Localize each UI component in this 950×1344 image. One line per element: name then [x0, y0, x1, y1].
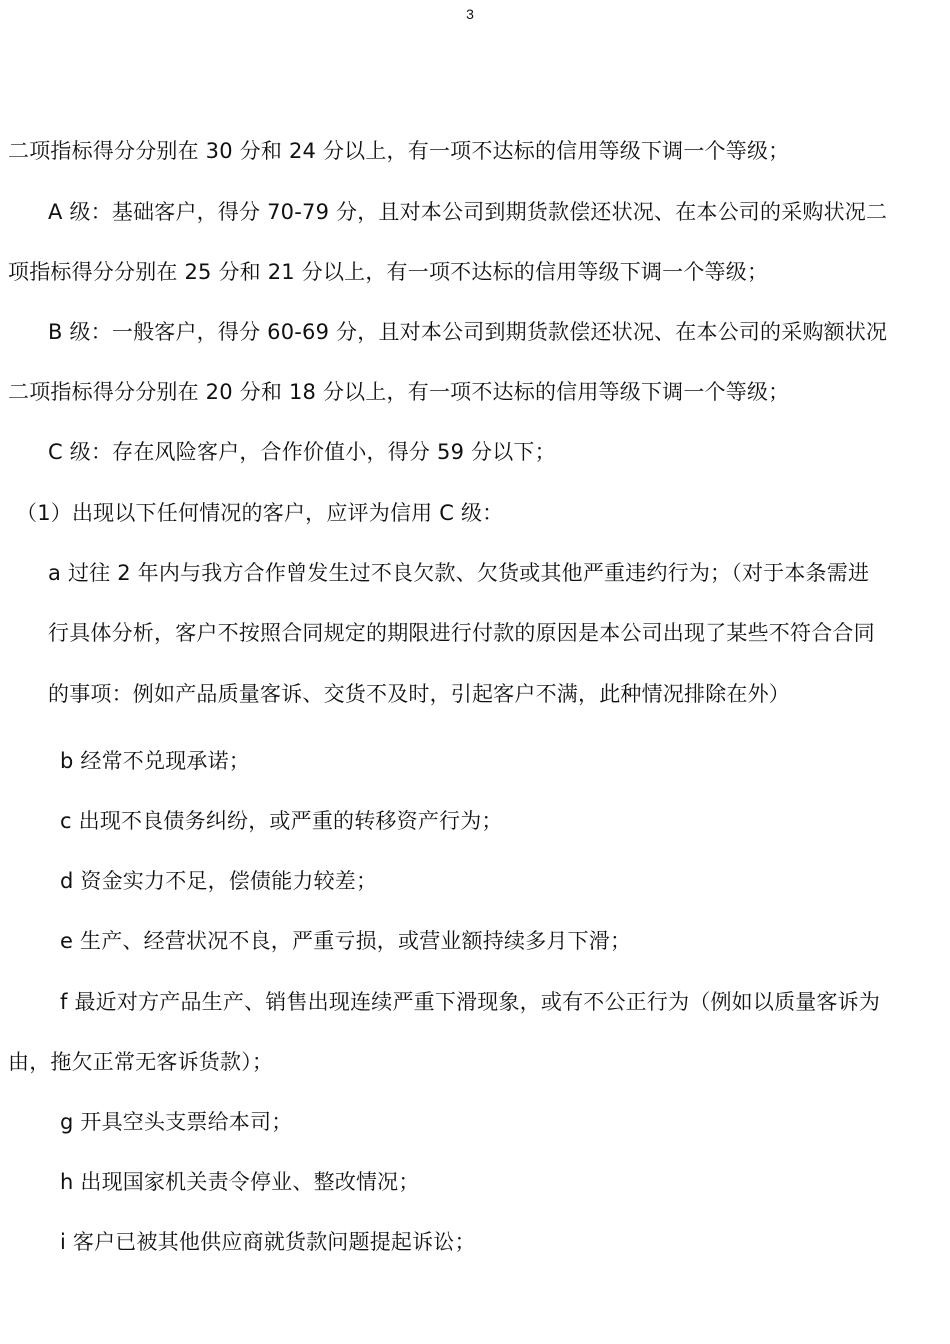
- text-line: 项指标得分分别在 25 分和 21 分以上，有一项不达标的信用等级下调一个等级；: [8, 260, 769, 284]
- text-line: B 级：一般客户，得分 60-69 分，且对本公司到期货款偿还状况、在本公司的采购额状况: [48, 320, 888, 344]
- text-line: g 开具空头支票给本司；: [60, 1110, 293, 1134]
- text-line: 由，拖欠正常无客诉货款）；: [8, 1050, 274, 1074]
- text-line: f 最近对方产品生产、销售出现连续严重下滑现象，或有不公正行为（例如以质量客诉为: [60, 990, 881, 1014]
- text-line: c 出现不良债务纠纷，或严重的转移资产行为；: [60, 809, 503, 833]
- page-number: 3: [466, 6, 474, 22]
- text-line: b 经常不兑现承诺；: [60, 749, 251, 773]
- text-line: 的事项：例如产品质量客诉、交货不及时，引起客户不满，此种情况排除在外）: [48, 682, 790, 706]
- text-line: 二项指标得分分别在 20 分和 18 分以上，有一项不达标的信用等级下调一个等级；: [8, 380, 790, 404]
- text-line: h 出现国家机关责令停业、整改情况；: [60, 1170, 420, 1194]
- text-line: e 生产、经营状况不良，严重亏损，或营业额持续多月下滑；: [60, 929, 632, 953]
- text-line: d 资金实力不足，偿债能力较差；: [60, 869, 378, 893]
- text-line: C 级：存在风险客户，合作价值小，得分 59 分以下；: [48, 440, 556, 464]
- text-line: i 客户已被其他供应商就货款问题提起诉讼；: [60, 1230, 476, 1254]
- text-line: A 级：基础客户，得分 70-79 分，且对本公司到期货款偿还状况、在本公司的采购状况二: [48, 200, 888, 224]
- text-line: （1）出现以下任何情况的客户，应评为信用 C 级：: [16, 501, 504, 525]
- text-line: 行具体分析，客户不按照合同规定的期限进行付款的原因是本公司出现了某些不符合合同: [48, 621, 875, 645]
- text-line: a 过往 2 年内与我方合作曾发生过不良欠款、欠货或其他严重违约行为；（对于本条需进: [48, 561, 870, 585]
- text-line: 二项指标得分分别在 30 分和 24 分以上，有一项不达标的信用等级下调一个等级；: [8, 139, 790, 163]
